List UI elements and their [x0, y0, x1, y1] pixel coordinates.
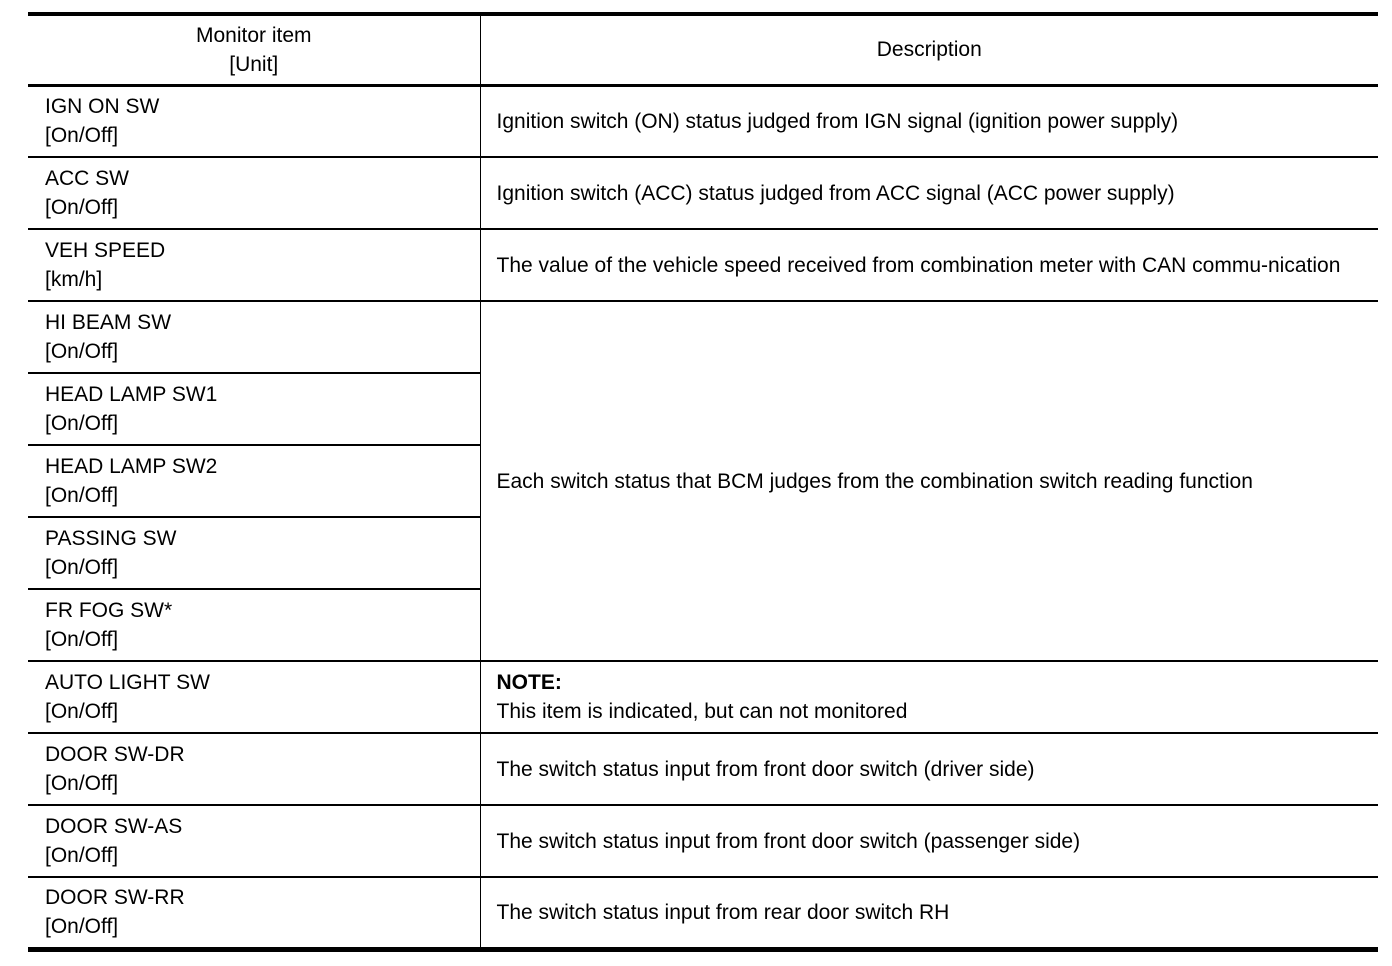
description-cell: The switch status input from front door switch (driver side)	[496, 757, 1035, 781]
item-unit: [km/h]	[45, 268, 103, 291]
item-name: HEAD LAMP SW1	[45, 383, 218, 406]
table-row	[28, 877, 1378, 949]
item-unit: [On/Off]	[45, 700, 119, 723]
item-name: FR FOG SW*	[45, 599, 173, 622]
note-label: NOTE:	[496, 671, 562, 694]
item-name: HEAD LAMP SW2	[45, 455, 218, 478]
note-text: This item is indicated, but can not monitored	[496, 700, 908, 723]
description-cell: The switch status input from rear door switch RH	[496, 900, 950, 924]
header-monitor-item-label: Monitor item	[195, 23, 312, 47]
table-row	[28, 661, 1378, 733]
header-monitor-item	[28, 14, 480, 85]
item-name: DOOR SW-AS	[45, 815, 183, 838]
monitor-item-cell	[28, 661, 480, 733]
monitor-item-cell	[28, 157, 480, 229]
item-unit: [On/Off]	[45, 772, 119, 795]
item-name: VEH SPEED	[45, 239, 166, 262]
item-unit: [On/Off]	[45, 340, 119, 363]
item-unit: [On/Off]	[45, 484, 119, 507]
description-cell-merged: Each switch status that BCM judges from the combination switch reading function	[496, 469, 1253, 493]
monitor-item-cell	[28, 733, 480, 805]
monitor-item-cell	[28, 877, 480, 949]
item-unit: [On/Off]	[45, 844, 119, 867]
description-cell: Ignition switch (ACC) status judged from ACC signal (ACC power supply)	[496, 181, 1175, 205]
item-name: HI BEAM SW	[45, 311, 172, 334]
item-name: AUTO LIGHT SW	[45, 671, 210, 694]
item-unit: [On/Off]	[45, 196, 119, 219]
monitor-item-cell	[28, 301, 480, 373]
item-unit: [On/Off]	[45, 628, 119, 651]
table-header	[28, 14, 1378, 85]
monitor-item-cell	[28, 373, 480, 445]
monitor-item-cell	[28, 805, 480, 877]
description-cell	[480, 661, 1378, 733]
header-unit-label: [Unit]	[229, 52, 279, 76]
item-name: IGN ON SW	[45, 95, 160, 119]
item-unit: [On/Off]	[45, 124, 119, 148]
header-description: Description	[480, 14, 1378, 85]
item-unit: [On/Off]	[45, 556, 119, 579]
table-row	[28, 85, 1378, 157]
item-unit: [On/Off]	[45, 915, 119, 939]
item-name: PASSING SW	[45, 527, 177, 550]
item-name: DOOR SW-RR	[45, 886, 185, 910]
monitor-item-table	[28, 12, 1378, 952]
table-row	[28, 733, 1378, 805]
description-cell: Ignition switch (ON) status judged from IGN signal (ignition power supply)	[496, 109, 1179, 133]
monitor-item-cell	[28, 517, 480, 589]
monitor-item-cell	[28, 229, 480, 301]
description-cell: The switch status input from front door switch (passenger side)	[496, 829, 1081, 853]
table-row	[28, 805, 1378, 877]
monitor-item-cell	[28, 445, 480, 517]
item-unit: [On/Off]	[45, 412, 119, 435]
item-name: ACC SW	[45, 167, 129, 190]
table-body	[28, 85, 1378, 949]
description-cell: The value of the vehicle speed received from combination meter with CAN commu-nication	[496, 253, 1341, 277]
table-row	[28, 229, 1378, 301]
item-name: DOOR SW-DR	[45, 743, 185, 766]
monitor-item-cell	[28, 589, 480, 661]
monitor-item-cell	[28, 85, 480, 157]
table-row	[28, 157, 1378, 229]
header-row	[28, 14, 1378, 85]
table-row	[28, 301, 1378, 373]
